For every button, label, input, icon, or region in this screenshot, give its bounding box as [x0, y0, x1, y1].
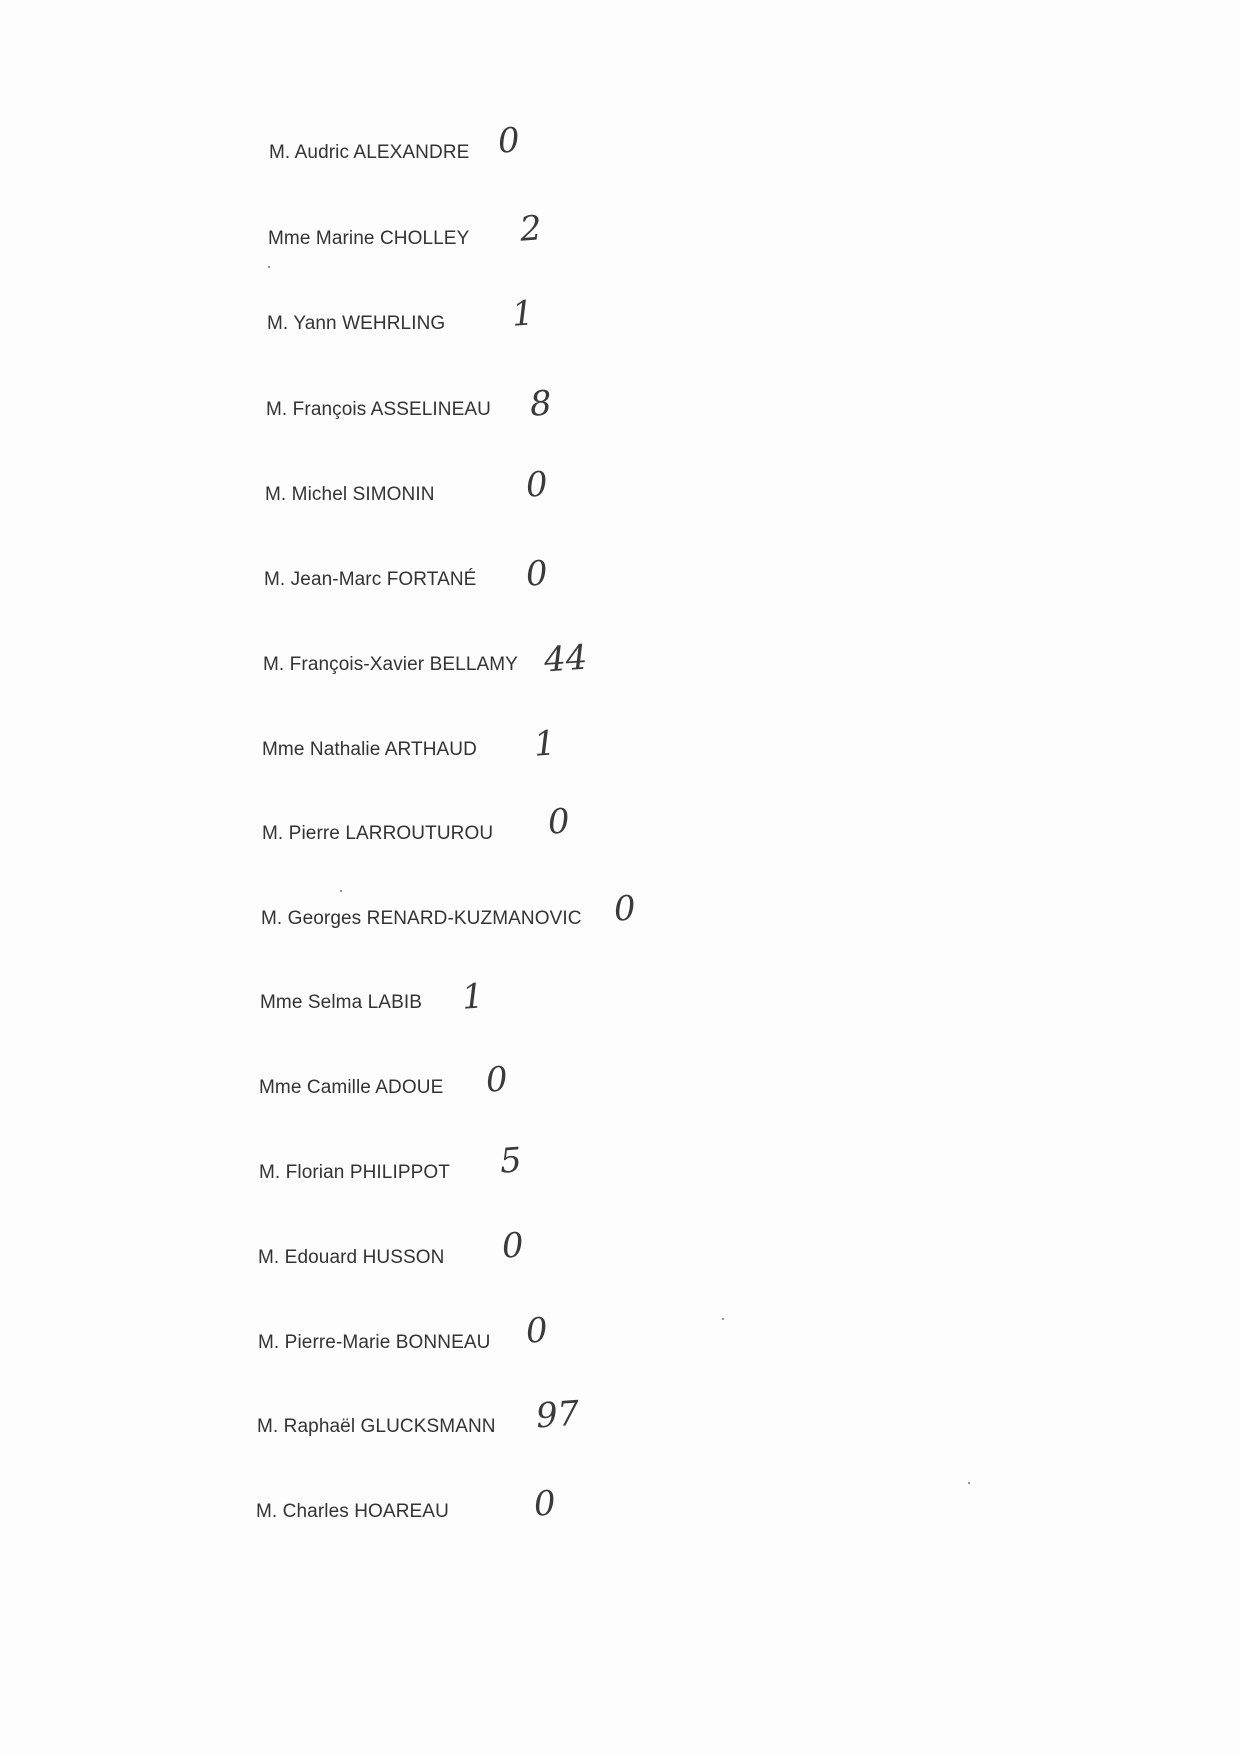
tally-row — [0, 1310, 900, 1374]
handwritten-vote-count: 8 — [528, 383, 554, 425]
tally-row — [0, 890, 900, 950]
tally-row — [0, 1393, 900, 1458]
handwritten-vote-count: 0 — [496, 120, 522, 162]
tally-row — [0, 295, 900, 355]
candidate-name: M. Audric ALEXANDRE — [269, 142, 470, 163]
handwritten-vote-count: 5 — [498, 1140, 524, 1182]
candidate-name: M. Raphaël GLUCKSMANN — [257, 1416, 496, 1437]
candidate-name: M. Florian PHILIPPOT — [259, 1162, 450, 1183]
handwritten-vote-count: 0 — [612, 888, 638, 930]
candidate-name: M. Yann WEHRLING — [267, 313, 446, 334]
candidate-name: M. François-Xavier BELLAMY — [263, 654, 518, 675]
candidate-name: M. Pierre-Marie BONNEAU — [258, 1332, 491, 1353]
tally-row — [0, 120, 900, 184]
handwritten-vote-count: 44 — [542, 637, 589, 681]
tally-row — [0, 1483, 900, 1543]
handwritten-vote-count: 0 — [546, 801, 572, 843]
scan-speck — [722, 1318, 724, 1320]
candidate-name: Mme Selma LABIB — [260, 992, 422, 1013]
scan-speck — [268, 266, 270, 268]
candidate-name: Mme Marine CHOLLEY — [268, 228, 470, 249]
candidate-name: M. Pierre LARROUTUROU — [262, 823, 494, 844]
scan-speck — [968, 1482, 970, 1484]
tally-row — [0, 1059, 900, 1119]
tally-row — [0, 381, 900, 441]
scan-speck — [340, 890, 342, 892]
tally-row — [0, 210, 900, 270]
handwritten-vote-count: 1 — [460, 976, 486, 1018]
tally-row — [0, 974, 900, 1034]
candidate-name: M. Edouard HUSSON — [258, 1247, 445, 1268]
handwritten-vote-count: 0 — [524, 464, 550, 506]
handwritten-vote-count: 1 — [532, 723, 558, 765]
tally-row — [0, 636, 900, 696]
tally-row — [0, 1140, 900, 1204]
tally-row — [0, 1225, 900, 1289]
candidate-name: M. Charles HOAREAU — [256, 1501, 449, 1522]
handwritten-vote-count: 0 — [500, 1225, 526, 1267]
candidate-name: M. François ASSELINEAU — [266, 399, 491, 420]
candidate-name: Mme Nathalie ARTHAUD — [262, 739, 477, 760]
tally-row — [0, 801, 900, 865]
handwritten-vote-count: 0 — [532, 1483, 558, 1525]
candidate-name: M. Michel SIMONIN — [265, 484, 435, 505]
handwritten-vote-count: 0 — [524, 1310, 550, 1352]
handwritten-vote-count: 0 — [484, 1059, 510, 1101]
tally-row — [0, 551, 900, 611]
handwritten-vote-count: 97 — [534, 1393, 581, 1437]
tally-row — [0, 721, 900, 781]
handwritten-vote-count: 0 — [524, 553, 550, 595]
tally-row — [0, 466, 900, 526]
candidate-name: M. Georges RENARD-KUZMANOVIC — [261, 908, 582, 929]
handwritten-vote-count: 2 — [518, 208, 544, 250]
candidate-name: M. Jean-Marc FORTANÉ — [264, 569, 477, 590]
handwritten-vote-count: 1 — [510, 293, 536, 335]
candidate-name: Mme Camille ADOUE — [259, 1077, 444, 1098]
